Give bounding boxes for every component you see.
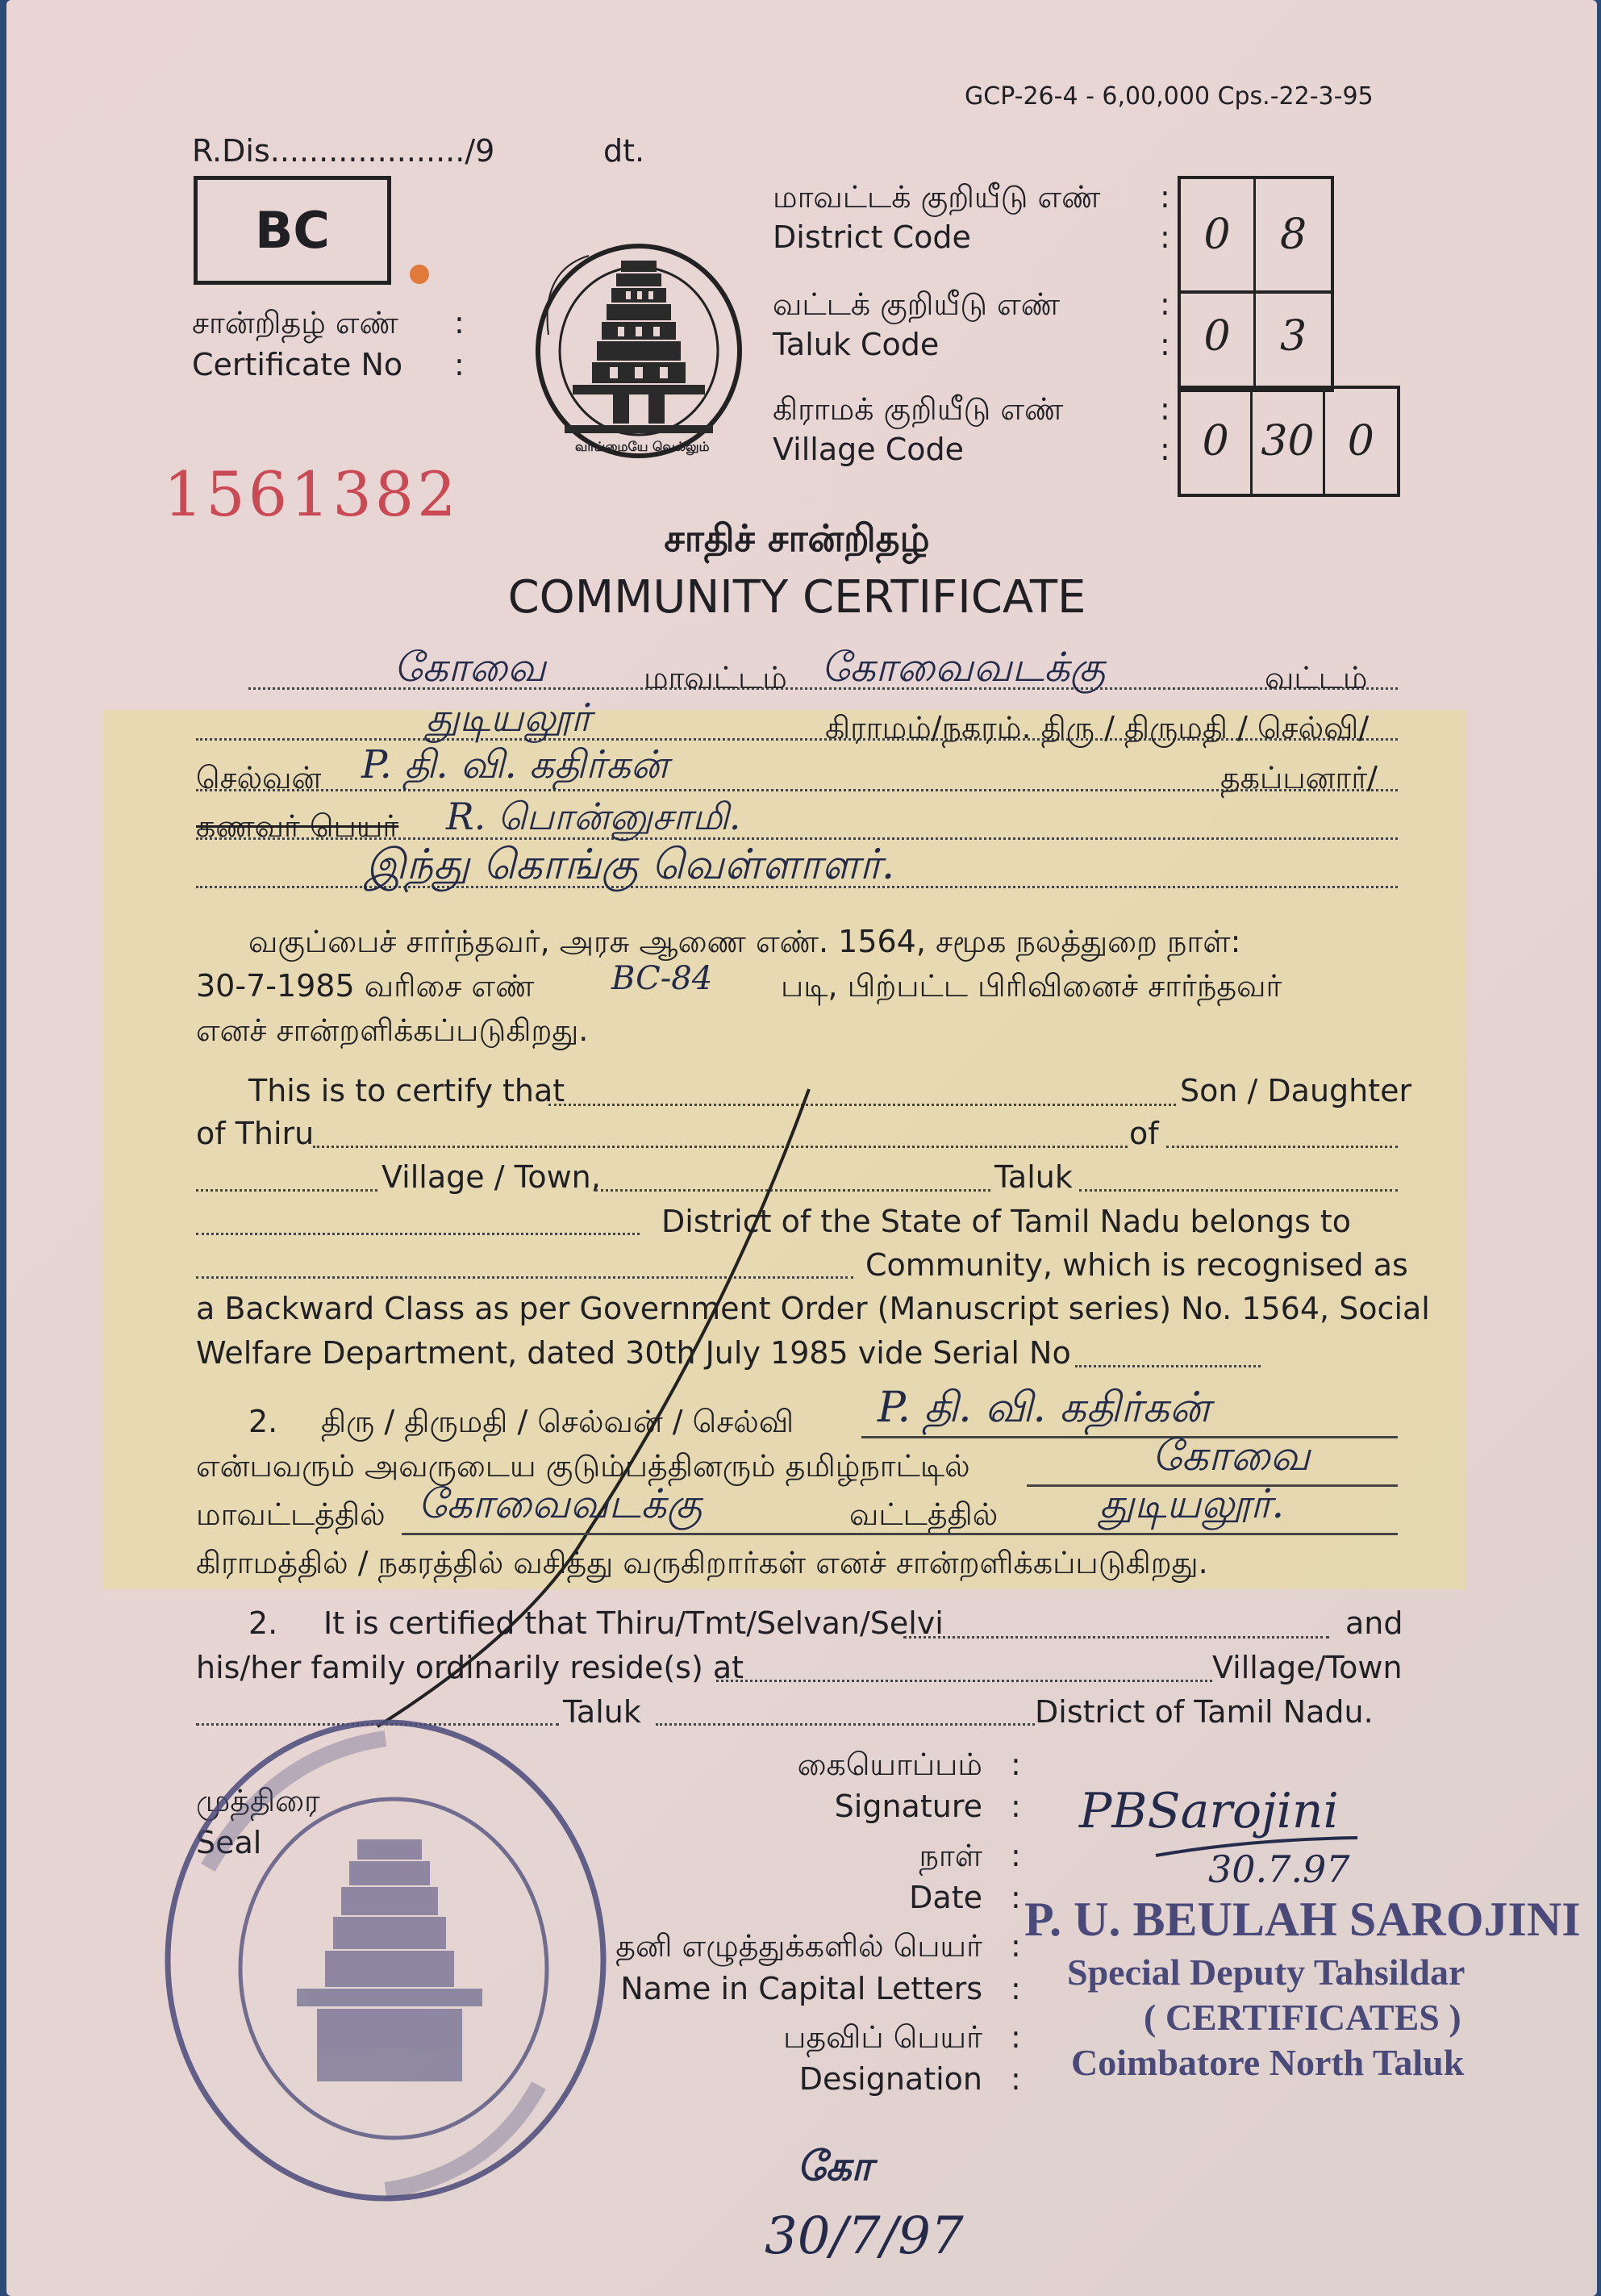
village-digit: 30 (1253, 389, 1324, 494)
eng2-line-2b: Village/Town (1212, 1650, 1403, 1685)
eng-line-3a: Village / Town, (381, 1159, 601, 1195)
date-label: Date (909, 1880, 982, 1915)
colon: : (1160, 219, 1170, 255)
desig-label: Designation (798, 2061, 982, 2097)
eng-line-2a: of Thiru (196, 1116, 315, 1151)
hand-father: R. பொன்னுசாமி. (446, 795, 741, 838)
tamil-para-2a: 30-7-1985 வரிசை எண் (196, 968, 535, 1004)
sign-date-hand: 30.7.97 (1208, 1847, 1350, 1891)
colon: : (1160, 432, 1170, 467)
name-label: Name in Capital Letters (620, 1971, 982, 2006)
colon: : (454, 347, 465, 382)
hand-village: துடியலூர் (426, 695, 591, 741)
dotted-line (1075, 1365, 1261, 1367)
village-code-tamil: கிராமக் குறியீடு எண் (773, 391, 1064, 427)
colon: : (1160, 179, 1170, 215)
seal-tamil: முத்திரை (196, 1783, 320, 1818)
colon: : (1160, 327, 1170, 362)
eng2-num: 2. (248, 1605, 278, 1641)
district-digit: 0 (1181, 179, 1256, 290)
district-code-tamil: மாவட்டக் குறியீடு எண் (773, 179, 1101, 215)
hand-community: இந்து கொங்கு வெள்ளாளர். (365, 841, 895, 889)
taluk-word: வட்டம் (1265, 660, 1368, 695)
title-english: COMMUNITY CERTIFICATE (507, 571, 1086, 624)
orange-dot (410, 265, 429, 284)
state-emblem (532, 238, 746, 472)
eng-line-2b: of (1129, 1116, 1159, 1151)
officer-title: Special Deputy Tahsildar (1067, 1952, 1465, 1993)
tamil2-hand-taluk: கோவைவடக்கு (418, 1480, 703, 1527)
dotted-line (1166, 1146, 1398, 1148)
tamil-para-2b: படி, பிற்பட்ட பிரிவினைச் சார்ந்தவர் (781, 968, 1282, 1004)
district-digit: 8 (1279, 211, 1307, 259)
eng2-line-1b: and (1345, 1605, 1403, 1641)
dotted-line (716, 1680, 1212, 1682)
eng2-line-2a: his/her family ordinarily reside(s) at (196, 1650, 744, 1685)
colon: : (1011, 1880, 1021, 1915)
category-box: BC (194, 176, 391, 285)
seal-temple-icon (297, 1839, 482, 2081)
dotted-line (656, 1723, 1035, 1726)
eng-line-6: a Backward Class as per Government Order (Manuscript series) No. 1564, Social (196, 1291, 1430, 1326)
name-tamil: தனி எழுத்துக்களில் பெயர் (615, 1928, 982, 1964)
colon: : (1011, 1747, 1021, 1782)
tamil-para-1: வகுப்பைச் சார்ந்தவர், அரசு ஆணை எண். 1564, சமூக நலத்துறை நாள்: (248, 924, 1241, 959)
taluk-digit: 0 (1181, 284, 1256, 389)
tamil2-line-3a: மாவட்டத்தில் (196, 1497, 386, 1532)
colon: : (454, 305, 465, 340)
cert-no-tamil: சான்றிதழ் எண் (192, 305, 398, 340)
colon: : (1011, 1838, 1021, 1873)
tamil2-line-4: கிராமத்தில் / நகரத்தில் வசித்து வருகிறார்கள் எனச் சான்றளிக்கப்படுகிறது. (196, 1545, 1208, 1580)
eng2-line-3b: District of Tamil Nadu. (1035, 1694, 1374, 1730)
taluk-code-label: Taluk Code (773, 327, 940, 362)
print-code: GCP-26-4 - 6,00,000 Cps.-22-3-95 (965, 82, 1374, 111)
colon: : (1011, 1789, 1021, 1824)
dt-label: dt. (603, 133, 645, 169)
officer-office: Coimbatore North Taluk (1071, 2042, 1465, 2083)
taluk-digit: 3 (1279, 312, 1307, 361)
husband-name-word: கணவர் பெயர் (196, 808, 399, 844)
colon: : (1011, 1971, 1021, 2006)
district-code-box (1178, 176, 1334, 294)
cert-no-label: Certificate No (192, 347, 403, 382)
village-code-label: Village Code (773, 432, 964, 467)
bottom-initial: கோ (797, 2142, 873, 2190)
officer-name: P. U. BEULAH SAROJINI (1024, 1893, 1581, 1946)
officer-dept: ( CERTIFICATES ) (1144, 1997, 1461, 2038)
eng-line-1b: Son / Daughter (1180, 1073, 1412, 1108)
district-code-label: District Code (773, 219, 971, 255)
underline (861, 1436, 1398, 1438)
eng2-line-3a: Taluk (563, 1694, 641, 1730)
sign-tamil: கையொப்பம் (797, 1747, 982, 1782)
emblem-icon (532, 238, 746, 472)
eng2-line-1a: It is certified that Thiru/Tmt/Selvan/Selvi (323, 1605, 944, 1641)
date-tamil: நாள் (919, 1838, 982, 1873)
tamil2-line-2: என்பவரும் அவருடைய குடும்பத்தினரும் தமிழ்நாட்டில் (196, 1448, 970, 1484)
hand-taluk: கோவைவடக்கு (821, 644, 1106, 691)
hand-serial: BC-84 (611, 960, 713, 997)
eng-line-4: District of the State of Tamil Nadu belongs to (661, 1204, 1352, 1239)
certificate-paper (6, 0, 1597, 2296)
rdis-label: R.Dis..................../9 (192, 133, 495, 169)
signature-hand: PBSarojini (1079, 1783, 1339, 1839)
tamil2-line-3b: வட்டத்தில் (849, 1497, 999, 1532)
bottom-date: 30/7/97 (765, 2206, 964, 2266)
colon: : (1160, 391, 1170, 427)
tamil2-hand-district: கோவை (1152, 1432, 1311, 1480)
taluk-code-box (1178, 284, 1334, 392)
seal-label: Seal (196, 1825, 262, 1860)
eng-line-1a: This is to certify that (248, 1073, 565, 1108)
dotted-line (903, 1636, 1329, 1639)
eng-line-5: Community, which is recognised as (865, 1247, 1408, 1283)
tamil2-hand-person: P. தி. வி. கதிர்கன் (878, 1384, 1211, 1432)
dotted-line (1079, 1189, 1398, 1192)
tamil2-line-1: திரு / திருமதி / செல்வன் / செல்வி (321, 1404, 794, 1439)
village-digit: 0 (1347, 417, 1374, 465)
selvan-word: செல்வன் (196, 760, 322, 795)
village-code-box (1178, 386, 1400, 497)
eng-line-7: Welfare Department, dated 30th July 1985 vide Serial No (196, 1335, 1071, 1371)
village-words: கிராமம்/நகரம். திரு / திருமதி / செல்வி/ (825, 710, 1370, 745)
underline (402, 1533, 1398, 1535)
village-digit: 0 (1181, 389, 1253, 494)
hand-person: P. தி. வி. கதிர்கன் (361, 742, 669, 787)
sign-label: Signature (834, 1789, 982, 1824)
tamil2-num: 2. (248, 1404, 278, 1439)
tamil-para-3: எனச் சான்றளிக்கப்படுகிறது. (196, 1012, 589, 1048)
title-tamil: சாதிச் சான்றிதழ் (664, 516, 930, 560)
district-word: மாவட்டம் (644, 660, 787, 695)
hand-district: கோவை (394, 644, 546, 691)
desig-tamil: பதவிப் பெயர் (783, 2019, 982, 2055)
colon: : (1011, 2019, 1021, 2055)
colon: : (1011, 1928, 1021, 1964)
serial-number: 1561382 (164, 458, 460, 530)
tamil2-hand-village: துடியலூர். (1099, 1480, 1285, 1527)
colon: : (1160, 286, 1170, 322)
emblem-caption: வாய்மையே வெல்லும் (575, 439, 710, 454)
eng-line-3b: Taluk (994, 1159, 1073, 1195)
office-seal (152, 1706, 636, 2223)
colon: : (1011, 2061, 1021, 2097)
taluk-code-tamil: வட்டக் குறியீடு எண் (773, 286, 1061, 322)
father-word: தகப்பனார்/ (1220, 760, 1378, 795)
